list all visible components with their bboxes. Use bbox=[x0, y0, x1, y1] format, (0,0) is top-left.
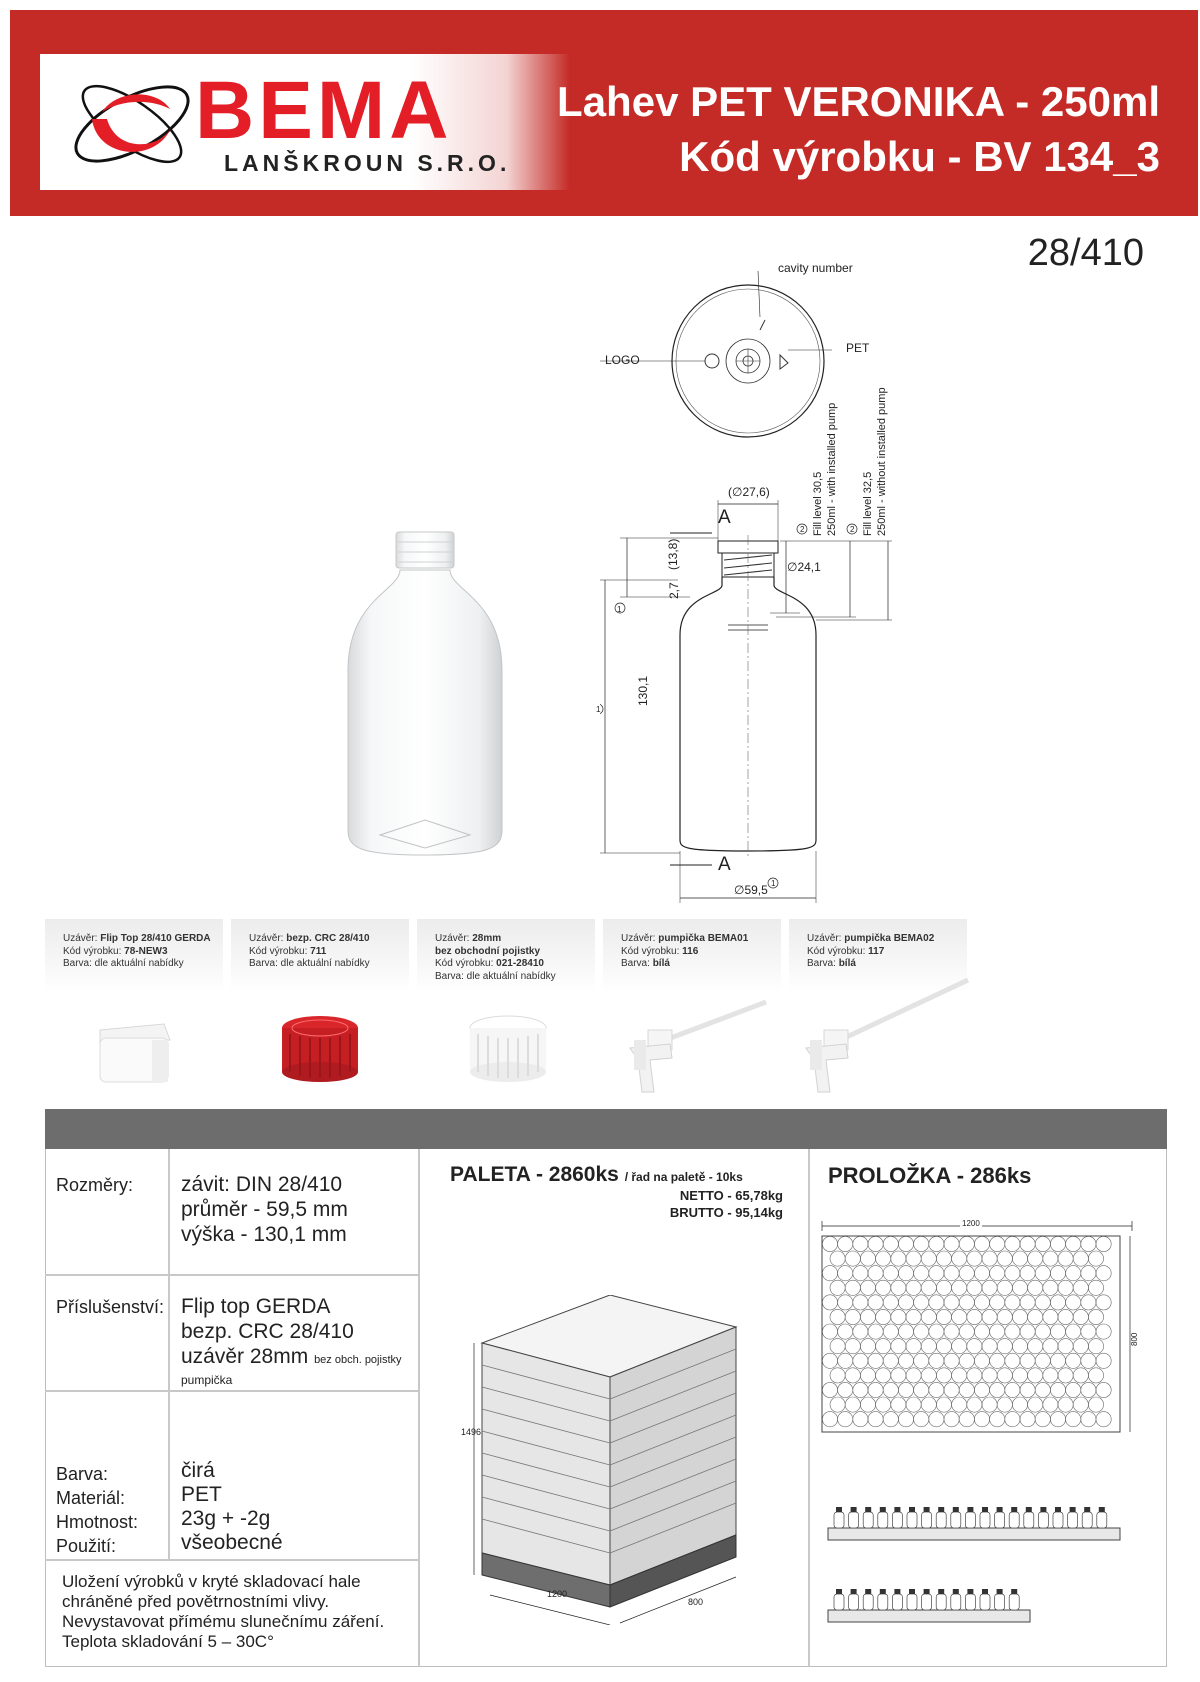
side-bottle bbox=[849, 1512, 859, 1528]
neck-inner-diameter: ∅24,1 bbox=[787, 560, 821, 574]
cavity-number-label: cavity number bbox=[778, 261, 853, 275]
acc-label: Barva: dle aktuální nabídky bbox=[249, 958, 370, 969]
side-bottle bbox=[965, 1512, 975, 1528]
side-bottle bbox=[980, 1512, 990, 1528]
technical-drawing bbox=[600, 255, 920, 915]
side-bottle bbox=[1009, 1594, 1019, 1610]
side-bottle bbox=[936, 1594, 946, 1610]
side-bottle-neck bbox=[924, 1507, 930, 1512]
accessory-2: bezp. CRC 28/410 bbox=[181, 1320, 354, 1343]
dimensions-label: Rozměry: bbox=[56, 1175, 134, 1195]
accessories-values bbox=[181, 1294, 402, 1387]
weight-label: Hmotnost: bbox=[56, 1512, 139, 1532]
acc-value: bílá bbox=[652, 958, 670, 969]
acc-value: bílá bbox=[838, 958, 856, 969]
side-bottle bbox=[1082, 1512, 1092, 1528]
side-bottle bbox=[922, 1594, 932, 1610]
side-bottle-neck bbox=[1084, 1507, 1090, 1512]
side-bottle bbox=[995, 1594, 1005, 1610]
accessory-card-3 bbox=[417, 919, 595, 993]
accessory-card-4 bbox=[603, 919, 781, 993]
accessory-3-note: bez obch. pojistky bbox=[314, 1354, 402, 1366]
weight-value: 23g + -2g bbox=[181, 1507, 271, 1530]
acc-label: Barva: dle aktuální nabídky bbox=[63, 958, 184, 969]
side-bottle bbox=[834, 1512, 844, 1528]
side-bottle-neck bbox=[1011, 1507, 1017, 1512]
side-bottle bbox=[849, 1594, 859, 1610]
side-bottle-neck bbox=[865, 1507, 871, 1512]
material-value: PET bbox=[181, 1483, 222, 1506]
divider bbox=[45, 1390, 418, 1392]
pump-bema02-icon bbox=[796, 976, 972, 1096]
acc-value: Flip Top 28/410 GERDA bbox=[100, 933, 211, 944]
storage-line: Teplota skladování 5 – 30C° bbox=[62, 1632, 274, 1651]
divider bbox=[168, 1149, 170, 1559]
bottle-height: 130,1 bbox=[636, 675, 650, 706]
side-bottle bbox=[1038, 1512, 1048, 1528]
acc-value: 117 bbox=[868, 945, 885, 957]
dimensions-values bbox=[181, 1172, 348, 1247]
fill-level-1-note: 250ml - with installed pump bbox=[826, 402, 838, 536]
side-bottle-neck bbox=[894, 1507, 900, 1512]
layer-title: PROLOŽKA - 286ks bbox=[828, 1163, 1032, 1188]
acc-label: Uzávěr: bbox=[621, 933, 659, 944]
properties-values bbox=[181, 1459, 283, 1555]
marker-2-fill1: 2 bbox=[800, 525, 805, 534]
side-bottle-neck bbox=[909, 1507, 915, 1512]
storage-line: Uložení výrobků v kryté skladovací hale bbox=[62, 1572, 361, 1591]
usage-value: všeobecné bbox=[181, 1531, 283, 1554]
divider bbox=[808, 1149, 810, 1667]
storage-line: chráněné před povětrnostními vlivy. bbox=[62, 1592, 330, 1611]
neck-outer-diameter: (∅27,6) bbox=[728, 485, 770, 499]
acc-label: Kód výrobku: bbox=[435, 958, 497, 969]
side-bottle bbox=[1024, 1512, 1034, 1528]
section-a-top: A bbox=[718, 507, 731, 528]
acc-value: 78-NEW3 bbox=[124, 945, 168, 957]
neck-height: (13,8) bbox=[666, 538, 680, 570]
material-label: Materiál: bbox=[56, 1488, 126, 1508]
side-bottle-neck bbox=[1011, 1589, 1017, 1594]
side-bottle-neck bbox=[909, 1589, 915, 1594]
fill-level-2-note: 250ml - without installed pump bbox=[876, 387, 888, 536]
color-label: Barva: bbox=[56, 1464, 109, 1484]
pallet-height-dim: 1496 bbox=[461, 1427, 482, 1437]
side-bottle-neck bbox=[880, 1507, 886, 1512]
side-bottle-neck bbox=[938, 1507, 944, 1512]
side-bottle-neck bbox=[967, 1589, 973, 1594]
bottle-photo bbox=[340, 530, 510, 860]
side-bottle-neck bbox=[997, 1589, 1003, 1594]
acc-value: bezp. CRC 28/410 bbox=[286, 933, 370, 944]
side-bottle bbox=[965, 1594, 975, 1610]
fill-level-1: Fill level 30,5 bbox=[812, 471, 824, 536]
acc-label: Uzávěr: bbox=[63, 933, 101, 944]
fill-level-2: Fill level 32,5 bbox=[862, 471, 874, 536]
acc-value: 711 bbox=[310, 945, 327, 957]
side-bottle bbox=[1097, 1512, 1107, 1528]
acc-label: Kód výrobku: bbox=[621, 945, 683, 957]
acc-label: Barva: dle aktuální nabídky bbox=[435, 970, 556, 982]
side-bottle-neck bbox=[1026, 1507, 1032, 1512]
marker-1-diameter: 1 bbox=[771, 879, 776, 888]
side-bottle bbox=[892, 1594, 902, 1610]
side-bottle-neck bbox=[1055, 1507, 1061, 1512]
storage-note bbox=[62, 1572, 384, 1652]
section-divider-band bbox=[45, 1109, 1167, 1149]
properties-labels bbox=[56, 1462, 138, 1558]
bottle-diameter: ∅59,5 bbox=[734, 883, 768, 897]
side-bottle bbox=[907, 1594, 917, 1610]
side-bottle-neck bbox=[938, 1589, 944, 1594]
pallet-count: PALETA - 2860ks bbox=[450, 1163, 619, 1186]
side-bottle-neck bbox=[982, 1589, 988, 1594]
bema-logo-icon bbox=[62, 64, 202, 184]
side-bottle-neck bbox=[1040, 1507, 1046, 1512]
acc-label: Kód výrobku: bbox=[807, 945, 869, 957]
side-bottle bbox=[834, 1594, 844, 1610]
side-bottle bbox=[878, 1594, 888, 1610]
acc-label: Kód výrobku: bbox=[63, 945, 125, 957]
acc-value: 28mm bbox=[472, 933, 502, 944]
side-bottle bbox=[878, 1512, 888, 1528]
side-bottle-neck bbox=[953, 1589, 959, 1594]
pallet-depth-dim: 800 bbox=[688, 1597, 704, 1607]
side-bottle-neck bbox=[997, 1507, 1003, 1512]
side-bottle-neck bbox=[880, 1589, 886, 1594]
side-bottle bbox=[951, 1594, 961, 1610]
side-bottle-neck bbox=[1070, 1507, 1076, 1512]
divider bbox=[45, 1559, 418, 1561]
side-bottle bbox=[1009, 1512, 1019, 1528]
diameter-value: průměr - 59,5 mm bbox=[181, 1198, 348, 1221]
acc-value: pumpička BEMA01 bbox=[658, 933, 749, 944]
pallet-drawing bbox=[460, 1295, 740, 1625]
side-bottle-neck bbox=[836, 1589, 842, 1594]
side-bottle bbox=[951, 1512, 961, 1528]
acc-value: 116 bbox=[682, 945, 699, 957]
layer-grid bbox=[818, 1218, 1140, 1440]
side-bottle-neck bbox=[924, 1589, 930, 1594]
brand-subtitle: LANŠKROUN S.R.O. bbox=[224, 150, 511, 176]
pet-label: PET bbox=[846, 341, 870, 355]
acc-label: Uzávěr: bbox=[249, 933, 287, 944]
acc-label: Barva: bbox=[621, 958, 653, 969]
storage-line: Nevystavovat přímému slunečnímu záření. bbox=[62, 1612, 385, 1631]
accessories-label: Příslušenství: bbox=[56, 1297, 165, 1317]
side-bottle bbox=[892, 1512, 902, 1528]
logo-label: LOGO bbox=[605, 353, 640, 367]
side-bottle-neck bbox=[982, 1507, 988, 1512]
side-bottle bbox=[980, 1594, 990, 1610]
acc-label: Uzávěr: bbox=[807, 933, 845, 944]
accessory-1: Flip top GERDA bbox=[181, 1295, 331, 1318]
thread-code: 28/410 bbox=[1027, 232, 1144, 274]
pallet-rows: / řad na paletě - 10ks bbox=[624, 1170, 743, 1184]
side-bottle bbox=[936, 1512, 946, 1528]
side-bottle bbox=[863, 1512, 873, 1528]
divider bbox=[45, 1274, 418, 1276]
side-bottle bbox=[1068, 1512, 1078, 1528]
divider bbox=[418, 1149, 420, 1667]
accessory-3: uzávěr 28mm bbox=[181, 1345, 309, 1368]
side-bottle bbox=[995, 1512, 1005, 1528]
side-bottle-neck bbox=[851, 1589, 857, 1594]
product-code-title: Kód výrobku - BV 134_3 bbox=[679, 133, 1160, 180]
flip-top-cap-icon bbox=[94, 1010, 174, 1090]
acc-label: Barva: bbox=[807, 958, 839, 969]
shoulder-dimension: 2,7 bbox=[667, 582, 681, 599]
side-bottle-neck bbox=[1099, 1507, 1105, 1512]
side-bottle-neck bbox=[953, 1507, 959, 1512]
pallet-width-dim: 1200 bbox=[547, 1589, 568, 1599]
crc-cap-icon bbox=[278, 1012, 362, 1088]
pallet-netto: NETTO - 65,78kg bbox=[679, 1188, 783, 1203]
side-bottle bbox=[907, 1512, 917, 1528]
marker-2-fill2: 2 bbox=[850, 525, 855, 534]
layer-depth-dim: 800 bbox=[1130, 1332, 1139, 1346]
side-bottle bbox=[1053, 1512, 1063, 1528]
accessory-card-2 bbox=[231, 919, 409, 993]
thread-value: závit: DIN 28/410 bbox=[181, 1173, 343, 1196]
side-bottle-neck bbox=[894, 1589, 900, 1594]
side-bottle-neck bbox=[851, 1507, 857, 1512]
screw-cap-icon bbox=[466, 1012, 550, 1088]
usage-label: Použití: bbox=[56, 1536, 117, 1556]
marker-1-neck: 1 bbox=[617, 605, 622, 614]
layer-side-views bbox=[820, 1498, 1130, 1658]
pump-bema01-icon bbox=[620, 1000, 770, 1100]
acc-value: bez obchodní pojistky bbox=[435, 945, 541, 957]
accessory-4: pumpička bbox=[181, 1373, 233, 1387]
accessory-card-1 bbox=[45, 919, 223, 993]
acc-label: Kód výrobku: bbox=[249, 945, 311, 957]
color-value: čirá bbox=[181, 1459, 215, 1482]
height-value: výška - 130,1 mm bbox=[181, 1223, 347, 1246]
product-title: Lahev PET VERONIKA - 250ml bbox=[557, 78, 1160, 125]
acc-value: 021-28410 bbox=[496, 958, 544, 969]
layer-width-dim: 1200 bbox=[962, 1219, 980, 1228]
side-bottle bbox=[863, 1594, 873, 1610]
side-bottle bbox=[922, 1512, 932, 1528]
side-bottle-neck bbox=[967, 1507, 973, 1512]
side-bottle-neck bbox=[865, 1589, 871, 1594]
side-bottle-neck bbox=[836, 1507, 842, 1512]
marker-1-height: 1 bbox=[596, 705, 601, 714]
pallet-brutto: BRUTTO - 95,14kg bbox=[669, 1205, 783, 1220]
brand-name: BEMA bbox=[195, 65, 453, 156]
pallet-title bbox=[450, 1163, 743, 1187]
acc-value: pumpička BEMA02 bbox=[844, 933, 935, 944]
section-a-bottom: A bbox=[718, 854, 731, 875]
acc-label: Uzávěr: bbox=[435, 933, 473, 944]
